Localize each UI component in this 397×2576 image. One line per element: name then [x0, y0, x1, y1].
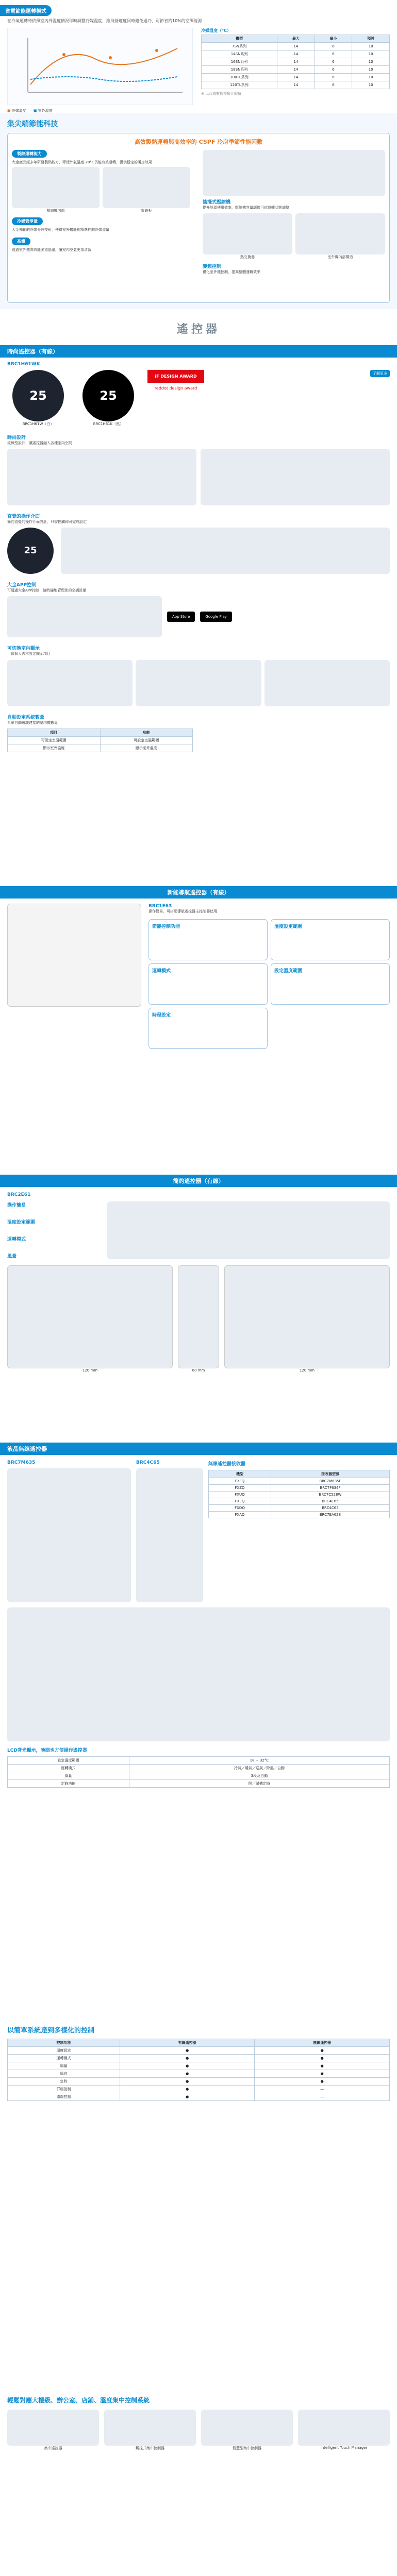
lcd-row: [8, 1765, 390, 1772]
simple-controller-section: [0, 1175, 397, 1443]
wireless-cell: FXAQ: [209, 1512, 271, 1518]
wireless-row: [209, 1512, 390, 1518]
compare-cell: ●: [120, 2062, 255, 2070]
circuit-image: [103, 167, 190, 208]
spec-row: [202, 58, 390, 66]
spec-cell: 16SN系列: [202, 58, 277, 66]
m2-f1: 節能控制功能: [148, 919, 268, 960]
spec-cell: 14: [277, 58, 315, 66]
spec-cell: 6: [315, 66, 352, 74]
lcd-label: LCD背光顯示，晚間也方便操作遙控器: [7, 1748, 87, 1753]
compare-row: [8, 2086, 390, 2093]
advantage-section: [0, 113, 397, 309]
compare-header-0: 控制功能: [8, 2039, 120, 2047]
ui-screens: [61, 528, 390, 574]
central-controller-2: [201, 2410, 293, 2451]
f5-text: 系統自動辨識連接的室內機數量: [7, 720, 58, 725]
if-badge: iF DESIGN AWARD: [147, 370, 204, 383]
compare-cell: 溫度設定: [8, 2047, 120, 2055]
compare-row: [8, 2078, 390, 2086]
model4a: BRC7M635: [7, 1460, 36, 1465]
lcd-cell: 運轉模式: [8, 1765, 129, 1772]
wireless-title: 無線遙控器接收器: [208, 1462, 246, 1467]
central-controller-label: 智慧型集中控制器: [233, 2446, 261, 2450]
feat1-title: 製熱運轉能力: [12, 150, 47, 158]
spec-cell: 6: [315, 43, 352, 50]
spec-header-3: 預設: [352, 35, 390, 43]
display-temp-2: 25: [100, 388, 117, 403]
spec-row: [202, 81, 390, 89]
compare-header-2: 無線遙控器: [255, 2039, 390, 2047]
wireless-row: [209, 1485, 390, 1492]
wireless-table: [208, 1470, 390, 1518]
wireless-header-1: 接收器型號: [271, 1470, 389, 1478]
outdoor-unit-image: [295, 213, 385, 255]
feat1-text: 大金產品經多年研發製熱能力，即使外氣溫度-20°C仍能有效運轉，提供穩定的暖房效果: [12, 160, 152, 164]
central-controller-1: [104, 2410, 196, 2451]
brc2e61-image: [107, 1201, 390, 1259]
compare-cell: 運轉模式: [8, 2055, 120, 2062]
central-controller-label: 觸控式集中控制器: [136, 2446, 164, 2450]
wireless-controller-section: [0, 1443, 397, 2020]
sec1-band: 時尚遙控器（有線）: [0, 345, 397, 358]
dim3: 120 mm: [299, 1368, 315, 1372]
advantage-title: 集尖端節能科技: [7, 120, 58, 128]
lcd-row: [8, 1757, 390, 1765]
spec-cell: 6: [315, 58, 352, 66]
dim-view-back: [224, 1265, 390, 1368]
f4-title: 可切換室內顯示: [7, 646, 40, 652]
bottom-title: 輕鬆對應大樓級、辦公室、店鋪、溫度集中控制系統: [7, 2397, 150, 2404]
brc1e63-image: [7, 904, 141, 1007]
advantage-box-title: 高效製熱運轉與高效率的 CSPF 冷房季節性能因數: [134, 139, 263, 145]
compare-row: [8, 2093, 390, 2101]
m2-f2: 溫度設定範圍: [271, 919, 390, 960]
compare-row: [8, 2047, 390, 2055]
navigation-controller-section: [0, 886, 397, 1175]
spec-cell: 10: [352, 58, 390, 66]
refrigerant-chart-svg: [7, 28, 193, 105]
sec2-band: 新能導航遙控器（有線）: [0, 886, 397, 899]
wireless-cell: BRC7M635F: [271, 1478, 389, 1485]
model3: BRC2E61: [7, 1192, 31, 1197]
wireless-install-image: [7, 1607, 390, 1741]
compare-cell: —: [255, 2086, 390, 2093]
f5-header-1: 功能: [100, 728, 193, 736]
spec-cell: 6: [315, 81, 352, 89]
spec-header-1: 最大: [277, 35, 315, 43]
compare-cell: ●: [255, 2070, 390, 2078]
m3-f2: 溫度設定範圍: [7, 1220, 36, 1225]
spec-cell: 14: [277, 81, 315, 89]
right2-text: 優化室外機控制，提高整體運轉效率: [203, 270, 260, 275]
refrigerant-chart: [7, 28, 193, 118]
compare-row: [8, 2055, 390, 2062]
lcd-cell: 冷氣／暖氣／送風／除濕／自動: [129, 1765, 389, 1772]
heat-exchanger-image: [203, 213, 292, 255]
wireless-row: [209, 1492, 390, 1498]
dim-view-side: [178, 1265, 219, 1368]
wireless-cell: FXDQ: [209, 1505, 271, 1512]
compare-cell: —: [255, 2093, 390, 2101]
room-photo-2: [201, 449, 390, 505]
f4-text: 可依個人需求設定顯示項目: [7, 652, 51, 656]
model2: BRC1E63: [148, 904, 172, 909]
wireless-row: [209, 1478, 390, 1485]
energy-mode-desc: 在冷氣運轉時依照室內外溫度情況即時調整冷媒溫度，維持舒適度同時避免過冷，可節省約10%的空調能源: [7, 19, 202, 23]
spec-row: [202, 66, 390, 74]
f5-table: [7, 728, 193, 752]
wireless-cell: FXUQ: [209, 1492, 271, 1498]
wireless-header-0: 機型: [209, 1470, 271, 1478]
spec-cell: 18SN系列: [202, 66, 277, 74]
wireless-cell: BRC7F634F: [271, 1485, 389, 1492]
lcd-cell: 18 ~ 32°C: [129, 1757, 389, 1765]
energy-mode-pill: 省電節能運轉模式: [0, 5, 52, 16]
lcd-cell: 設定溫度範圍: [8, 1757, 129, 1765]
spec-cell: 120TL系列: [202, 81, 277, 89]
compare-cell: ●: [255, 2047, 390, 2055]
room-photo-1: [7, 449, 196, 505]
legend-outdoor: ■ 室外溫度: [33, 109, 53, 113]
legend-refrigerant: ■ 冷媒溫度: [7, 109, 26, 113]
m3-f4: 風量: [7, 1254, 17, 1259]
m2-f3: 運轉模式: [148, 963, 268, 1005]
spec-cell: 14: [277, 43, 315, 50]
central-controller-label: intelligent Touch Manager: [320, 2446, 368, 2450]
spec-cell: 100TL系列: [202, 74, 277, 81]
spec-cell: 10: [352, 74, 390, 81]
compare-cell: 風量: [8, 2062, 120, 2070]
wireless-cell: FXFQ: [209, 1478, 271, 1485]
display-mode-1: [7, 660, 133, 706]
spec-row: [202, 74, 390, 81]
wireless-cell: BRC7EA628: [271, 1512, 389, 1518]
spec-row: [202, 50, 390, 58]
remote-black: [77, 370, 139, 427]
lcd-cell: 3段及自動: [129, 1772, 389, 1780]
f5-row: [8, 744, 193, 752]
model4b: BRC4C65: [136, 1460, 160, 1465]
spec-note: ※ 以台灣數據模擬比較值: [201, 92, 242, 96]
display-temp-1: 25: [29, 388, 47, 403]
cap-compressor: 壓縮機內部: [46, 209, 65, 213]
sec3-band: 簡約遙控器（有線）: [0, 1175, 397, 1187]
spec-cell: 14: [277, 66, 315, 74]
google-play-button[interactable]: Google Play: [200, 612, 232, 622]
f1-text: 流線型設計，讓遙控器融入各種室內空間: [7, 441, 72, 445]
wireless-cell: FXZQ: [209, 1485, 271, 1492]
spec-cell: 14: [277, 50, 315, 58]
f5-row: [8, 736, 193, 744]
learn-more-button[interactable]: 了解更多: [370, 370, 390, 377]
point-3: [155, 49, 158, 52]
compare-cell: ●: [120, 2055, 255, 2062]
lcd-row: [8, 1772, 390, 1780]
compare-cell: ●: [120, 2086, 255, 2093]
spec-table-title: 冷媒溫度（°C）: [201, 28, 231, 33]
cap-circuit: 電路板: [141, 209, 152, 213]
cap-heat-exchanger: 熱交換器: [240, 255, 255, 260]
f1-title: 時尚設計: [7, 435, 26, 440]
central-controller-label: 集中遙控器: [44, 2446, 62, 2450]
compare-table: [7, 2039, 390, 2101]
wireless-cell: FXEQ: [209, 1498, 271, 1505]
f5-cell: 顯示室外溫度: [8, 744, 101, 752]
lcd-cell: 定時功能: [8, 1780, 129, 1788]
spec-cell: 7SN系列: [202, 43, 277, 50]
wireless-cell: BRC7C528W: [271, 1492, 389, 1498]
right1-title: 搖擺式壓縮機: [203, 200, 231, 205]
controllers-heading: [0, 309, 397, 345]
f3-text: 可透過大金APP控制，隨時隨地管理您的空調設備: [7, 588, 87, 593]
spec-cell: 10: [352, 81, 390, 89]
compare-cell: ●: [120, 2093, 255, 2101]
reddot-badge: reddot design award: [154, 386, 197, 391]
app-store-button[interactable]: App Store: [167, 612, 195, 622]
f2-title: 直覺的操作介面: [7, 514, 40, 520]
feat3-text: 透過室外機高效能多重過濾，讓室內空氣更加清新: [12, 248, 91, 252]
spec-header-2: 最小: [315, 35, 352, 43]
point-1: [62, 53, 65, 56]
wireless-cell: BRC4C65: [271, 1498, 389, 1505]
advantage-box: [7, 133, 390, 303]
m2-f5: 時程設定: [148, 1008, 268, 1049]
right2-title: 變頻控制: [203, 264, 222, 270]
compare-title: 以簡單系統達到多樣化的控制: [7, 2027, 95, 2035]
lcd-cell: 開／關機定時: [129, 1780, 389, 1788]
f5-header-0: 項目: [8, 728, 101, 736]
spec-cell: 10: [352, 50, 390, 58]
spec-row: [202, 43, 390, 50]
compare-cell: 群組控制: [8, 2086, 120, 2093]
spec-cell: 10: [352, 66, 390, 74]
dim2: 60 mm: [192, 1368, 205, 1372]
model2-text: 操作簡易，可搭配導航遙控器主控制器使用: [148, 909, 217, 913]
cap-outdoor: 室外機內部構造: [327, 255, 353, 260]
central-controller-0: [7, 2410, 99, 2451]
spec-table-grid: [201, 35, 390, 89]
m2-f4: 設定溫度範圍: [271, 963, 390, 1005]
lcd-row: [8, 1780, 390, 1788]
stylish-controller-section: [0, 345, 397, 886]
spec-header-0: 機型: [202, 35, 277, 43]
feat3-title: 高濾: [12, 238, 30, 245]
compare-cell: ●: [120, 2047, 255, 2055]
compare-cell: 定時: [8, 2078, 120, 2086]
spec-cell: 6: [315, 74, 352, 81]
compare-cell: ●: [255, 2078, 390, 2086]
feat2-text: 大金獨創的冷媒分岐技術，使得室外機能夠精準控制冷媒流量: [12, 228, 109, 232]
compare-cell: ●: [120, 2070, 255, 2078]
lcd-table: [7, 1756, 390, 1788]
m3-f3: 運轉模式: [7, 1237, 26, 1242]
f5-cell: 可設定室溫範圍: [8, 736, 101, 744]
m3-f1: 操作簡易: [7, 1203, 26, 1208]
dim1: 120 mm: [82, 1368, 98, 1372]
wireless-row: [209, 1498, 390, 1505]
f5-title: 自動設定系統數量: [7, 715, 45, 720]
feat2-title: 冷媒管淨量: [12, 217, 43, 225]
spec-cell: 14SN系列: [202, 50, 277, 58]
dim-view-front: [7, 1265, 173, 1368]
right1-text: 提升能源使用效率，壓縮機容量調節可依運轉狀態調整: [203, 206, 289, 210]
model1: BRC1H61WK: [7, 362, 40, 367]
f3-title: 大金APP控制: [7, 583, 37, 588]
compare-cell: ●: [120, 2078, 255, 2086]
compare-row: [8, 2070, 390, 2078]
point-2: [109, 56, 112, 59]
display-mode-2: [136, 660, 261, 706]
wireless-remote-image-b: [136, 1468, 203, 1602]
controllers-title: 遙控器: [176, 323, 220, 336]
compare-cell: 遠端控制: [8, 2093, 120, 2101]
central-controller-3: [298, 2410, 390, 2451]
swing-compressor-image: [203, 150, 385, 196]
app-phones: [7, 596, 162, 637]
compressor-image: [12, 167, 100, 208]
label-black: BRC1H61K（黑）: [93, 422, 124, 426]
f2-text: 簡約直覺的操作介面設計，只需輕觸即可完成設定: [7, 520, 87, 524]
wireless-row: [209, 1505, 390, 1512]
compare-cell: ●: [255, 2062, 390, 2070]
wireless-cell: BRC4C65: [271, 1505, 389, 1512]
energy-saving-section: [0, 0, 397, 113]
spec-table: [201, 28, 390, 118]
sec4-band: 液晶無線遙控器: [0, 1443, 397, 1455]
remote-white: [7, 370, 69, 427]
f5-cell: 顯示室外溫度: [100, 744, 193, 752]
spec-cell: 14: [277, 74, 315, 81]
display-temp-3: 25: [24, 545, 37, 556]
compare-section: [0, 2020, 397, 2391]
compare-row: [8, 2062, 390, 2070]
awards: [147, 370, 204, 427]
wireless-remote-image-a: [7, 1468, 131, 1602]
f5-cell: 可設定室溫範圍: [100, 736, 193, 744]
compare-cell: 風向: [8, 2070, 120, 2078]
spec-cell: 6: [315, 50, 352, 58]
compare-header-1: 有線遙控器: [120, 2039, 255, 2047]
central-control-section: [0, 2391, 397, 2483]
lcd-cell: 風量: [8, 1772, 129, 1780]
label-white: BRC1H61W（白）: [22, 422, 54, 426]
display-mode-3: [264, 660, 390, 706]
compare-cell: ●: [255, 2055, 390, 2062]
spec-cell: 10: [352, 43, 390, 50]
